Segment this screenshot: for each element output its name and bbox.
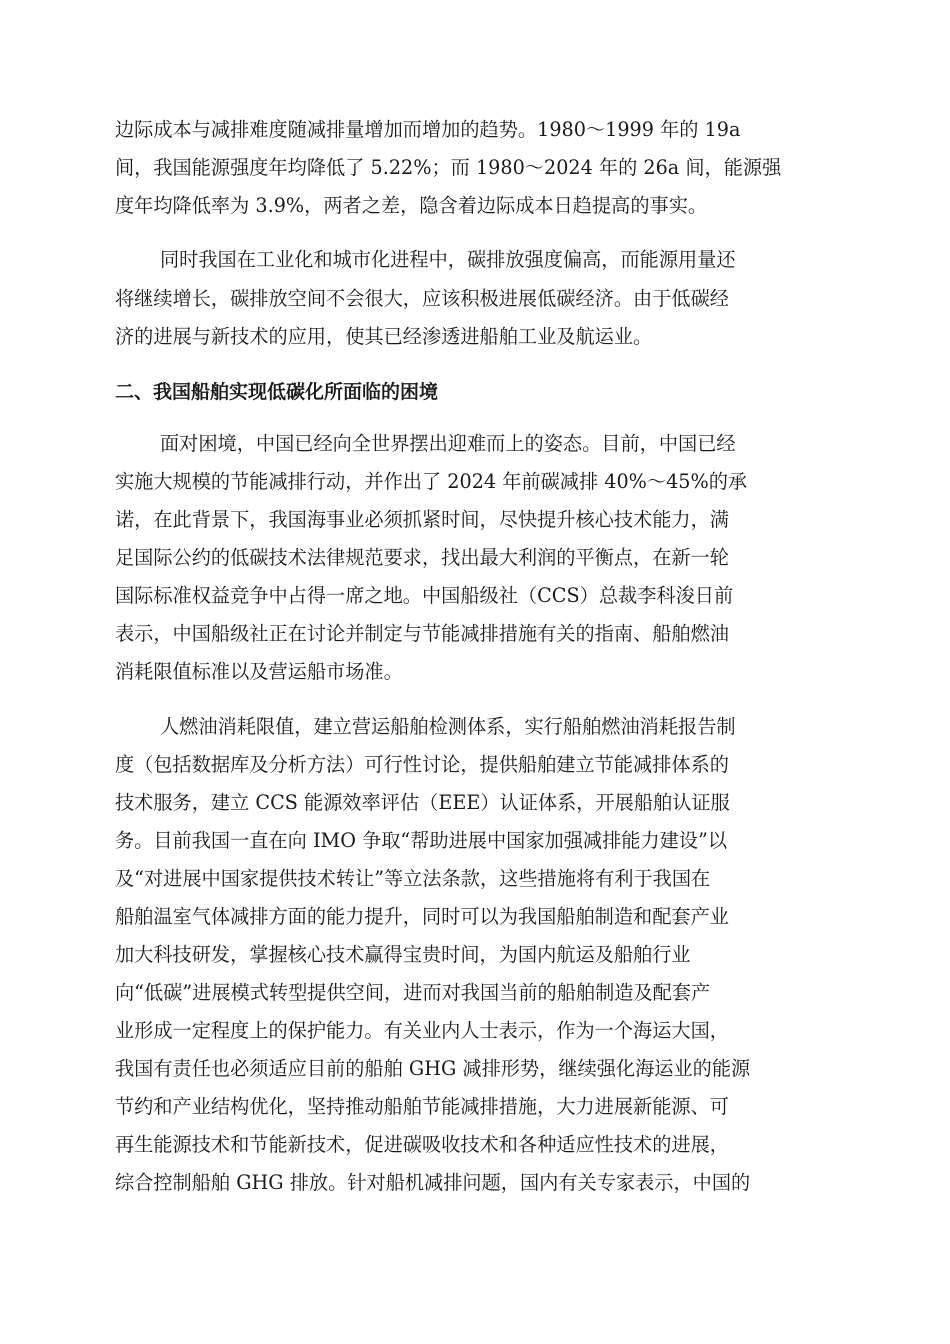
paragraph-4-line-5: 及“对进展中国家提供技术转让”等立法条款，这些措施将有利于我国在 xyxy=(115,867,711,890)
paragraph-4-line-7: 加大科技研发，掌握核心技术赢得宝贵时间，为国内航运及船舶行业 xyxy=(115,943,691,966)
paragraph-1-line-1: 边际成本与减排难度随减排量增加而增加的趋势。1980～1999 年的 19a xyxy=(115,118,741,141)
section-heading: 二、我国船舶实现低碳化所面临的困境 xyxy=(115,381,439,403)
paragraph-4-line-13: 综合控制船舶 GHG 排放。针对船机减排问题，国内有关专家表示，中国的 xyxy=(115,1171,751,1194)
paragraph-1-line-2: 间，我国能源强度年均降低了 5.22%；而 1980～2024 年的 26a 间，能源强 xyxy=(115,156,782,179)
paragraph-3-line-4: 足国际公约的低碳技术法律规范要求，找出最大利润的平衡点，在新一轮 xyxy=(115,546,729,569)
paragraph-4-line-2: 度（包括数据库及分析方法）可行性讨论，提供船舶建立节能减排体系的 xyxy=(115,753,729,776)
paragraph-3-line-3: 诺，在此背景下，我国海事业必须抓紧时间，尽快提升核心技术能力，满 xyxy=(115,508,729,531)
paragraph-4-line-6: 船舶温室气体减排方面的能力提升，同时可以为我国船舶制造和配套产业 xyxy=(115,905,729,928)
paragraph-3-line-1: 面对困境，中国已经向全世界摆出迎难而上的姿态。目前，中国已经 xyxy=(160,432,736,455)
paragraph-3-line-6: 表示，中国船级社正在讨论并制定与节能减排措施有关的指南、船舶燃油 xyxy=(115,622,729,645)
paragraph-3-line-2: 实施大规模的节能减排行动，并作出了 2024 年前碳减排 40%～45%的承 xyxy=(115,470,748,493)
paragraph-4-line-12: 再生能源技术和节能新技术，促进碳吸收技术和各种适应性技术的进展， xyxy=(115,1133,729,1156)
paragraph-3-line-7: 消耗限值标准以及营运船市场准。 xyxy=(115,660,403,683)
paragraph-2-line-2: 将继续增长，碳排放空间不会很大，应该积极进展低碳经济。由于低碳经 xyxy=(115,287,729,310)
paragraph-4-line-8: 向“低碳”进展模式转型提供空间，进而对我国当前的船舶制造及配套产 xyxy=(115,981,711,1004)
paragraph-1-line-3: 度年均降低率为 3.9%，两者之差，隐含着边际成本日趋提高的事实。 xyxy=(115,194,708,217)
paragraph-4-line-10: 我国有责任也必须适应目前的船舶 GHG 减排形势，继续强化海运业的能源 xyxy=(115,1057,751,1080)
paragraph-4-line-1: 人燃油消耗限值，建立营运船舶检测体系，实行船舶燃油消耗报告制 xyxy=(160,715,736,738)
paragraph-4-line-3: 技术服务，建立 CCS 能源效率评估（EEE）认证体系，开展船舶认证服 xyxy=(115,791,730,814)
paragraph-2-line-1: 同时我国在工业化和城市化进程中，碳排放强度偏高，而能源用量还 xyxy=(160,248,736,271)
paragraph-3-line-5: 国际标准权益竞争中占得一席之地。中国船级社（CCS）总裁李科浚日前 xyxy=(115,584,734,607)
paragraph-4-line-9: 业形成一定程度上的保护能力。有关业内人士表示，作为一个海运大国， xyxy=(115,1019,729,1042)
paragraph-4-line-11: 节约和产业结构优化，坚持推动船舶节能减排措施，大力进展新能源、可 xyxy=(115,1095,729,1118)
paragraph-4-line-4: 务。目前我国一直在向 IMO 争取“帮助进展中国家加强减排能力建设”以 xyxy=(115,829,728,852)
paragraph-2-line-3: 济的进展与新技术的应用，使其已经渗透进船舶工业及航运业。 xyxy=(115,325,653,348)
